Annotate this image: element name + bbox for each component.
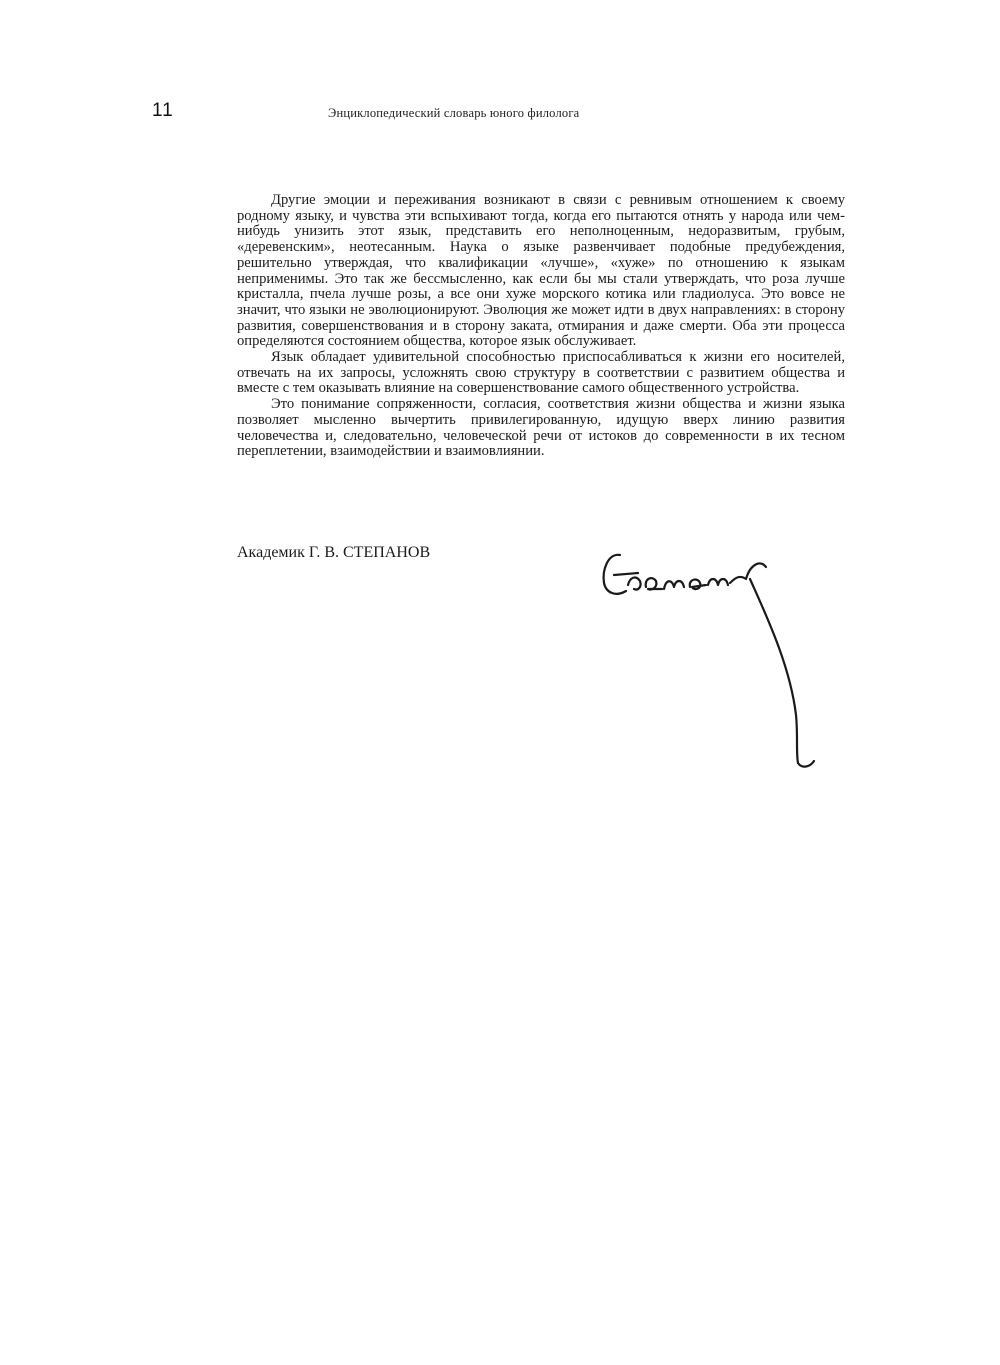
paragraph-3: Это понимание сопряженности, согласия, соответствия жизни общества и жизни языка позволяет мысленно вычертить привилегированную, идущую вверх линию развития человечества и, следовательно, человеческой речи от истоков до современности в их тесном переплетении, взаимодействии и взаимовлиянии.	[237, 396, 845, 460]
running-title: Энциклопедический словарь юного филолога	[328, 106, 580, 120]
author-signoff: Академик Г. В. СТЕПАНОВ	[237, 544, 431, 561]
page-number: 11	[152, 100, 174, 121]
paragraph-2: Язык обладает удивительной способностью приспосабливаться к жизни его носителей, отвечать на их запросы, усложнять свою структуру в соответствии с развитием общества и вместе с тем оказывать влияние на совершенствование самого общественного устройства.	[237, 349, 845, 397]
body-text	[237, 193, 845, 460]
handwritten-signature	[590, 545, 830, 775]
paragraph-1: Другие эмоции и переживания возникают в связи с ревнивым отношением к своему родному языку, и чувства эти вспыхивают тогда, когда его пытаются отнять у народа или чем-нибудь унизить этот язык, представить его неполноценным, недоразвитым, грубым, «деревенским», неотесанным. Наука о языке развенчивает подобные предубеждения, решительно утверждая, что квалификации «лучше», «хуже» по отношению к языкам неприменимы. Это так же бессмысленно, как если бы мы стали утверждать, что роза лучше кристалла, пчела лучше розы, а все они хуже морского котика или гладиолуса. Это вовсе не значит, что языки не эволюционируют. Эволюция же может идти в двух направлениях: в сторону развития, совершенствования и в сторону заката, отмирания и даже смерти. Оба эти процесса определяются состоянием общества, которое язык обслуживает.	[237, 192, 845, 350]
